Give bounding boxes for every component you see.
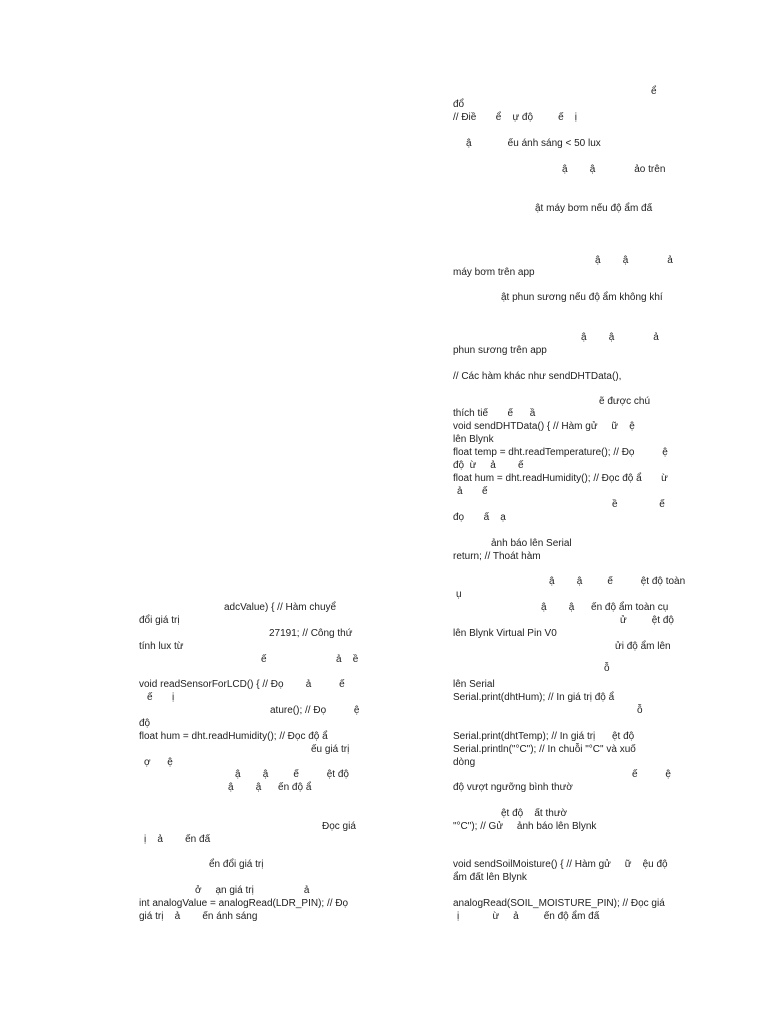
code-line: ậ ậ ế ệt độ toàn [549,576,686,587]
code-line: máy bơm trên app [453,267,535,278]
code-line: ậ ậ ả [595,255,673,266]
code-line: độ vượt ngưỡng bình thườ [453,782,573,793]
code-line: ị ả ến đấ [144,834,211,845]
code-line: 27191; // Công thứ [269,628,353,639]
code-line: int analogValue = analogRead(LDR_PIN); // Đọ [139,898,349,909]
code-line: ế ệ [632,769,671,780]
code-line: ệt độ ất thườ [501,808,568,819]
code-line: ếu giá trị [311,744,350,755]
code-line: Serial.print(dhtHum); // In giá trị độ ẩ [453,692,615,703]
code-line: void readSensorForLCD() { // Đọ ả ế [139,679,345,690]
code-line: ề ế [612,499,665,510]
code-line: độ [139,718,151,729]
code-line: lên Serial [453,679,495,690]
code-line: đổi giá trị [139,615,180,626]
code-line: ển đổi giá trị [209,859,264,870]
code-line: ế ả ề [261,654,359,665]
code-line: analogRead(SOIL_MOISTURE_PIN); // Đọc giá [453,898,665,909]
code-line: ể [651,86,657,97]
code-line: ảnh báo lên Serial [491,538,572,549]
code-line: tính lux từ [139,641,184,652]
code-line: ả ế [457,486,488,497]
code-line: Serial.println("°C"); // In chuỗi "°C" và xuố [453,744,636,755]
code-line: đổ [453,99,465,110]
code-line: ậ ậ ến độ ẩm toàn cụ [541,602,669,613]
code-line: ụ [456,589,462,600]
code-line: ỗ [637,705,643,716]
code-line: ật phun sương nếu độ ẩm không khí [501,292,663,303]
code-line: ỗ [604,663,610,674]
code-line: ậ ậ ảo trên [562,164,666,175]
code-line: ature(); // Đọ ệ [270,705,360,716]
code-line: ậ ếu ánh sáng < 50 lux [466,138,601,149]
code-line: ậ ậ ả [581,332,659,343]
code-line: ở ạn giá trị ả [195,885,310,896]
code-line: ậ ậ ến độ ẩ [228,782,312,793]
code-line: đọ ấ ạ [453,512,506,523]
code-line: ử ệt độ [620,615,674,626]
code-line: float hum = dht.readHumidity(); // Đọc độ ẩ ừ [453,473,668,484]
code-line: ẽ được chú [599,396,651,407]
code-line: độ ừ ả ế [453,460,524,471]
code-line: void sendSoilMoisture() { // Hàm gử ữ ệu độ [453,859,668,870]
code-line: ửi độ ẩm lên [615,641,671,652]
code-line: Serial.print(dhtTemp); // In giá trị ệt độ [453,731,635,742]
code-line: ị ừ ả ến độ ẩm đấ [457,911,600,922]
code-line: dòng [453,757,476,768]
code-line: ế ị [147,692,175,703]
code-line: ợ ệ [144,757,173,768]
code-line: float hum = dht.readHumidity(); // Đọc độ ẩ [139,731,328,742]
code-line: ậ ậ ế ệt độ [235,769,349,780]
code-line: lên Blynk [453,434,494,445]
code-line: thích tiế ế ầ [453,408,536,419]
code-line: ật máy bơm nếu độ ẩm đấ [535,203,653,214]
code-line: float temp = dht.readTemperature(); // Đọ ệ [453,447,668,458]
code-line: ẩm đất lên Blynk [453,872,527,883]
code-line: // Điề ể ự độ ế ị [453,112,577,123]
code-line: void sendDHTData() { // Hàm gử ữ ệ [453,421,635,432]
code-line: lên Blynk Virtual Pin V0 [453,628,557,639]
code-line: adcValue) { // Hàm chuyể [224,602,337,613]
code-line: "°C"); // Gử ảnh báo lên Blynk [453,821,597,832]
code-line: // Các hàm khác như sendDHTData(), [453,371,622,382]
code-line: giá trị ả ến ánh sáng [139,911,258,922]
code-line: phun sương trên app [453,345,547,356]
code-line: Đọc giá [322,821,356,832]
code-line: return; // Thoát hàm [453,551,541,562]
